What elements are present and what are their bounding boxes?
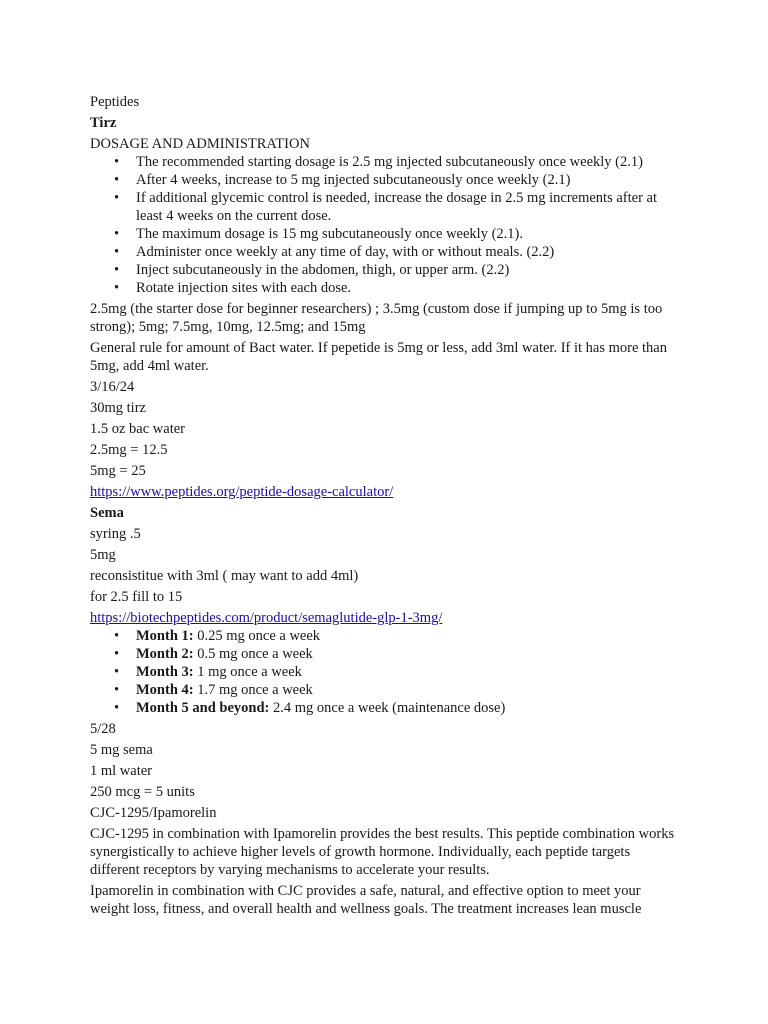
schedule-text: 2.4 mg once a week (maintenance dose) (269, 700, 506, 716)
cjc-paragraph-2: Ipamorelin in combination with CJC provides a safe, natural, and effective option to meet your weight loss, fitness, and overall health and wellness goals. The treatment increases lean muscle (90, 883, 642, 917)
tirz-water: 1.5 oz bac water (90, 421, 186, 437)
schedule-label: Month 3: (136, 664, 194, 680)
cjc-paragraph-1: CJC-1295 in combination with Ipamorelin provides the best results. This peptide combination works synergistically to achieve higher levels of growth hormone. Individually, each peptide targets different receptors by varying mechanisms to accelerate your results. (90, 826, 675, 878)
list-item (136, 645, 682, 663)
sema-reconstitute: reconsistitue with 3ml ( may want to add 4ml) (90, 568, 359, 584)
list-item (136, 681, 682, 699)
schedule-label: Month 2: (136, 646, 194, 662)
tirz-subheading: DOSAGE AND ADMINISTRATION (90, 136, 310, 152)
sema-amount-2: 5 mg sema (90, 742, 153, 758)
sema-fill: for 2.5 fill to 15 (90, 589, 183, 605)
sema-water: 1 ml water (90, 763, 153, 779)
list-item: • After 4 weeks, increase to 5 mg injected subcutaneously once weekly (2.1) (136, 171, 682, 189)
schedule-text: 0.5 mg once a week (193, 646, 313, 662)
doc-title: Peptides (90, 94, 140, 110)
list-item: • The recommended starting dosage is 2.5 mg injected subcutaneously once weekly (2.1) (136, 153, 682, 171)
schedule-text: 0.25 mg once a week (193, 628, 321, 644)
sema-date: 5/28 (90, 721, 116, 737)
tirz-calculator-link[interactable]: https://www.peptides.org/peptide-dosage-calculator/ (90, 484, 394, 500)
tirz-date: 3/16/24 (90, 379, 135, 395)
schedule-label: Month 4: (136, 682, 194, 698)
tirz-amount: 30mg tirz (90, 400, 146, 416)
list-item: • Inject subcutaneously in the abdomen, thigh, or upper arm. (2.2) (136, 261, 682, 279)
sema-syringe: syring .5 (90, 526, 141, 542)
tirz-dosage-list (90, 153, 682, 297)
sema-conversion: 250 mcg = 5 units (90, 784, 195, 800)
schedule-text: 1.7 mg once a week (193, 682, 313, 698)
list-item (136, 627, 682, 645)
schedule-text: 1 mg once a week (193, 664, 302, 680)
tirz-doses-note: 2.5mg (the starter dose for beginner researchers) ; 3.5mg (custom dose if jumping up to 5mg is too strong); 5mg; 7.5mg, 10mg, 12.5mg; and 15mg (90, 301, 663, 335)
tirz-heading: Tirz (90, 115, 117, 131)
schedule-label: Month 5 and beyond: (136, 700, 270, 716)
list-item: • The maximum dosage is 15 mg subcutaneously once weekly (2.1). (136, 225, 682, 243)
cjc-heading: CJC-1295/Ipamorelin (90, 805, 217, 821)
list-item (136, 663, 682, 681)
list-item (136, 699, 682, 717)
list-item: • If additional glycemic control is needed, increase the dosage in 2.5 mg increments after at least 4 weeks on the current dose. (136, 189, 682, 225)
schedule-label: Month 1: (136, 628, 194, 644)
sema-amount: 5mg (90, 547, 116, 563)
list-item: • Rotate injection sites with each dose. (136, 279, 682, 297)
tirz-water-rule: General rule for amount of Bact water. If pepetide is 5mg or less, add 3ml water. If it has more than 5mg, add 4ml water. (90, 340, 667, 374)
list-item: • Administer once weekly at any time of day, with or without meals. (2.2) (136, 243, 682, 261)
sema-heading: Sema (90, 505, 124, 521)
tirz-dose-1: 2.5mg = 12.5 (90, 442, 168, 458)
document-page (90, 93, 682, 918)
tirz-dose-2: 5mg = 25 (90, 463, 146, 479)
sema-product-link[interactable]: https://biotechpeptides.com/product/semaglutide-glp-1-3mg/ (90, 610, 443, 626)
sema-schedule-list (90, 627, 682, 717)
